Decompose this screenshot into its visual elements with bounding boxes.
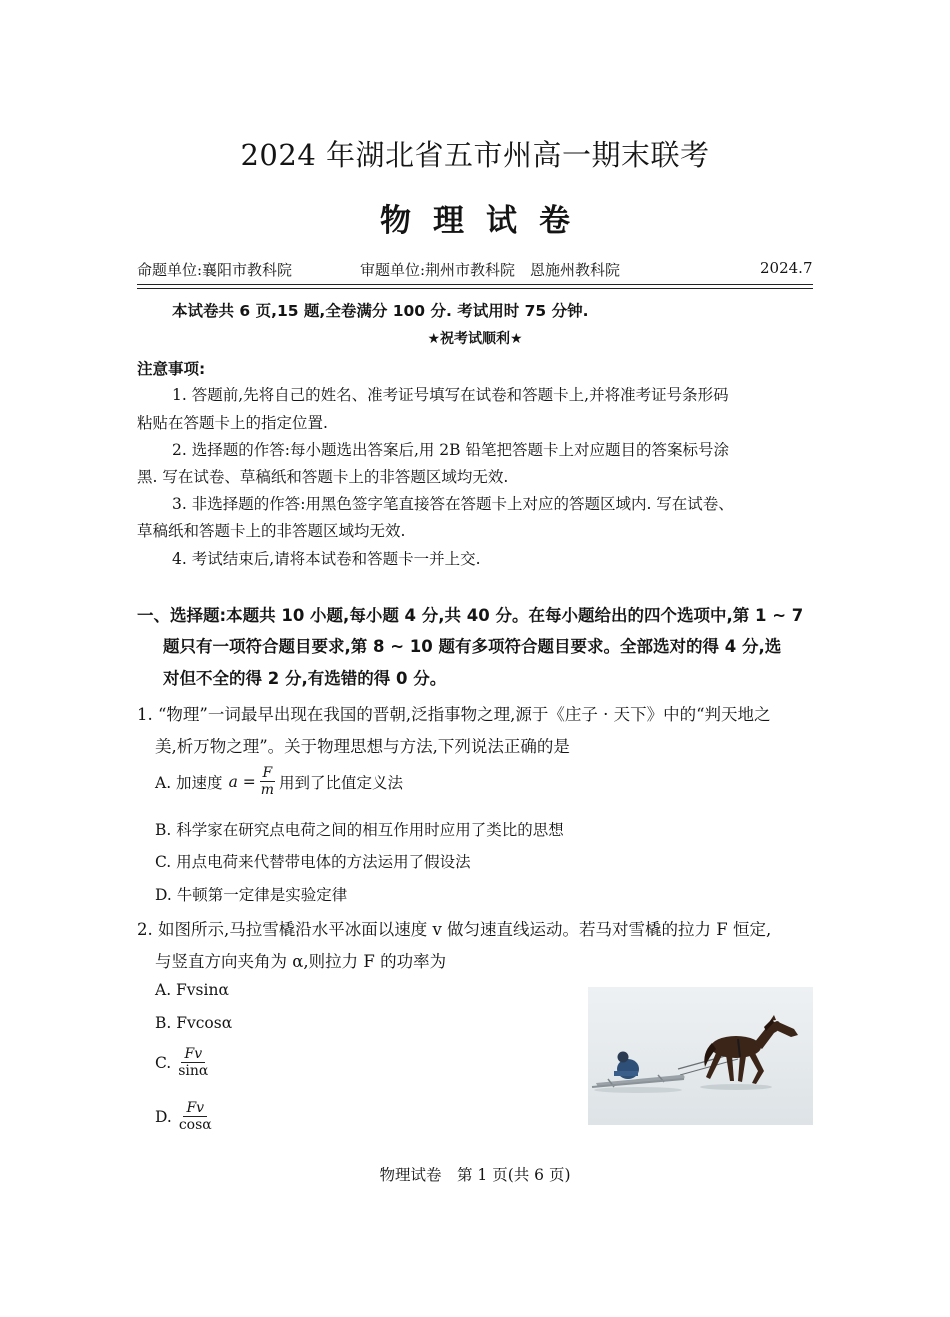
q2-option-d	[155, 1100, 217, 1133]
page-footer: 物理试卷 第 1 页(共 6 页)	[379, 1166, 571, 1184]
notice-item-2-line-1: 2. 选择题的作答:每小题选出答案后,用 2B 铅笔把答题卡上对应题目的答案标号涂	[172, 441, 729, 459]
exam-title: 2024 年湖北省五市州高一期末联考	[240, 138, 710, 172]
q2-stem-line-2: 与竖直方向夹角为 α,则拉力 F 的功率为	[155, 952, 447, 971]
q2-option-c-label: C.	[155, 1053, 172, 1072]
section-heading-line-1: 一、选择题:本题共 10 小题,每小题 4 分,共 40 分。在每小题给出的四个选项中,第 1 ~ 7	[137, 606, 804, 625]
notice-item-2-line-2: 黑. 写在试卷、草稿纸和答题卡上的非答题区域均无效.	[137, 468, 509, 486]
q2-option-c-denominator: sinα	[178, 1063, 209, 1079]
q2-option-c-numerator: Fv	[181, 1046, 205, 1063]
notice-item-1-line-2: 粘贴在答题卡上的指定位置.	[137, 414, 328, 432]
q2-option-d-label: D.	[155, 1107, 172, 1126]
header-rule-top	[137, 284, 813, 285]
q1-option-a-denominator: m	[260, 782, 274, 798]
q1-option-b: B. 科学家在研究点电荷之间的相互作用时应用了类比的思想	[155, 821, 564, 839]
section-heading-line-3: 对但不全的得 2 分,有选错的得 0 分。	[163, 669, 447, 688]
q2-option-c	[155, 1046, 213, 1079]
notice-item-3-line-1: 3. 非选择题的作答:用黑色签字笔直接答在答题卡上对应的答题区域内. 写在试卷、	[172, 495, 734, 513]
horse-sled-photo	[588, 987, 813, 1125]
notice-heading: 注意事项:	[137, 360, 206, 378]
exam-summary: 本试卷共 6 页,15 题,全卷满分 100 分. 考试用时 75 分钟.	[172, 302, 589, 320]
q1-stem-line-2: 美,析万物之理”。关于物理思想与方法,下列说法正确的是	[155, 737, 570, 756]
q1-option-a	[155, 765, 403, 798]
q2-option-c-fraction	[175, 1046, 211, 1079]
q2-option-a: A. Fvsinα	[155, 981, 229, 999]
q1-option-d: D. 牛顿第一定律是实验定律	[155, 886, 348, 904]
section-heading-line-2: 题只有一项符合题目要求,第 8 ~ 10 题有多项符合题目要求。全部选对的得 4 分,选	[163, 637, 782, 656]
q2-option-b: B. Fvcosα	[155, 1014, 233, 1032]
q2-option-d-numerator: Fv	[183, 1100, 207, 1117]
q1-stem-line-1: 1. “物理”一词最早出现在我国的晋朝,泛指事物之理,源于《庄子 · 天下》中的“判天地之	[137, 705, 771, 724]
subject-title: 物理试卷	[380, 203, 592, 239]
q1-option-a-fraction	[258, 765, 277, 798]
q1-option-a-suffix: 用到了比值定义法	[279, 773, 404, 792]
good-luck-line: ★祝考试顺利★	[427, 331, 523, 347]
q1-option-a-numerator: F	[260, 765, 276, 782]
notice-item-4-line-1: 4. 考试结束后,请将本试卷和答题卡一并上交.	[172, 550, 481, 568]
q2-stem-line-1: 2. 如图所示,马拉雪橇沿水平冰面以速度 v 做匀速直线运动。若马对雪橇的拉力 F 恒定,	[137, 920, 772, 939]
notice-item-3-line-2: 草稿纸和答题卡上的非答题区域均无效.	[137, 522, 406, 540]
exam-date: 2024.7	[760, 259, 813, 277]
q1-option-c: C. 用点电荷来代替带电体的方法运用了假设法	[155, 853, 471, 871]
notice-item-1-line-1: 1. 答题前,先将自己的姓名、准考证号填写在试卷和答题卡上,并将准考证号条形码	[172, 386, 729, 404]
q1-option-a-prefix: A. 加速度	[155, 773, 223, 792]
q2-option-d-denominator: cosα	[178, 1117, 212, 1133]
proposer-unit: 命题单位:襄阳市教科院	[137, 261, 293, 279]
q1-option-a-lhs: a =	[228, 772, 256, 791]
q2-option-d-fraction	[176, 1100, 215, 1133]
horse-sled-illustration	[588, 987, 813, 1125]
header-rule-bottom	[137, 288, 813, 289]
reviewer-unit: 审题单位:荆州市教科院 恩施州教科院	[360, 261, 621, 279]
